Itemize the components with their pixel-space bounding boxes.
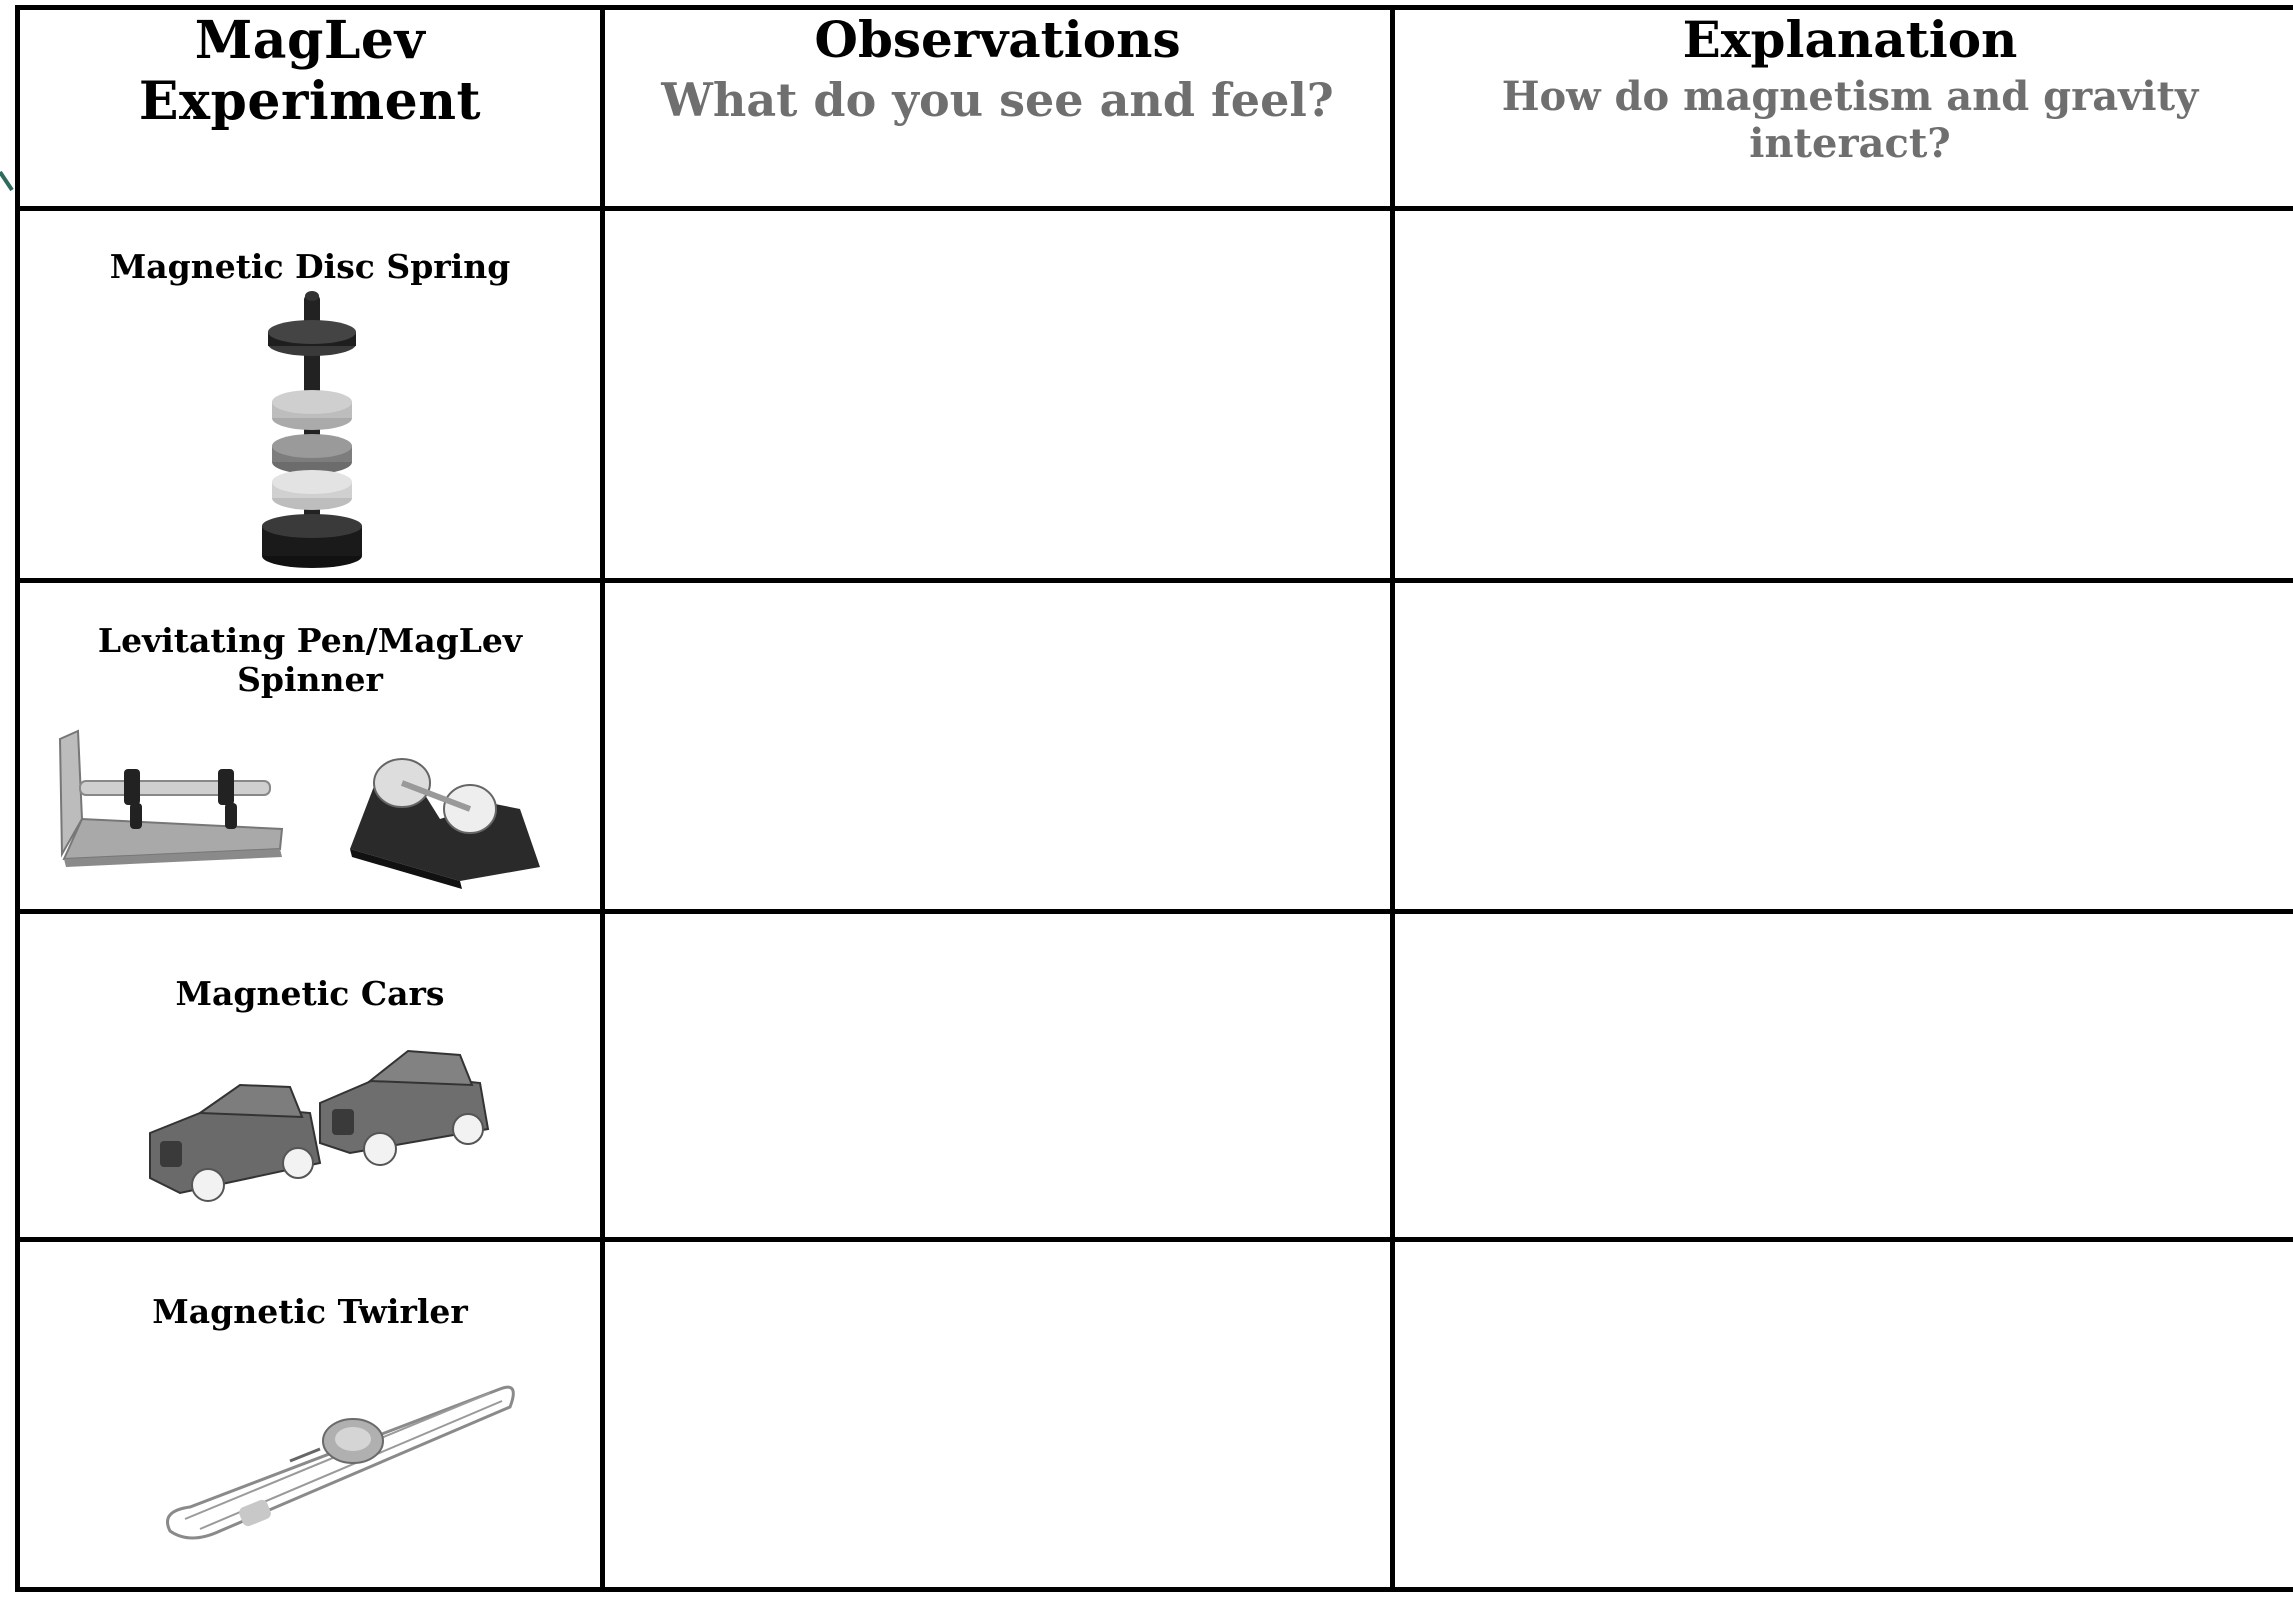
- margin-tick-mark: [0, 170, 16, 210]
- worksheet: [15, 5, 2293, 1592]
- experiment-label: Levitating Pen/MagLev Spinner: [97, 621, 523, 699]
- experiment-label: Magnetic Cars: [175, 974, 445, 1013]
- experiment-cell: [18, 1240, 603, 1590]
- experiment-cell: [18, 209, 603, 581]
- experiment-row: [18, 1240, 2293, 1590]
- experiment-label: Magnetic Twirler: [152, 1292, 468, 1331]
- experiment-row: [18, 912, 2293, 1240]
- explanation-prompt: How do magnetism and gravity interact?: [1501, 73, 2199, 167]
- experiment-header: MagLev Experiment: [138, 10, 482, 132]
- explanation-answer-cell[interactable]: [1393, 209, 2293, 581]
- observations-header: Observations: [814, 10, 1181, 69]
- observations-answer-cell[interactable]: [603, 581, 1393, 912]
- magnetic-twirler-illustration: [20, 1331, 605, 1551]
- observations-answer-cell[interactable]: [603, 209, 1393, 581]
- explanation-header-cell: [1393, 8, 2293, 209]
- experiment-header-cell: [18, 8, 603, 209]
- disc-spring-illustration: [20, 286, 605, 571]
- observations-prompt: What do you see and feel?: [661, 73, 1334, 127]
- explanation-answer-cell[interactable]: [1393, 912, 2293, 1240]
- observations-answer-cell[interactable]: [603, 1240, 1393, 1590]
- experiment-row: [18, 581, 2293, 912]
- experiment-cell: [18, 581, 603, 912]
- explanation-header: Explanation: [1682, 10, 2018, 69]
- experiment-table: [15, 5, 2293, 1592]
- levitating-pen-and-spinner-illustration: [20, 699, 605, 899]
- observations-header-cell: [603, 8, 1393, 209]
- magnetic-cars-illustration: [20, 1013, 605, 1213]
- explanation-answer-cell[interactable]: [1393, 581, 2293, 912]
- experiment-cell: [18, 912, 603, 1240]
- experiment-row: [18, 209, 2293, 581]
- experiment-label: Magnetic Disc Spring: [109, 247, 511, 286]
- observations-answer-cell[interactable]: [603, 912, 1393, 1240]
- header-row: [18, 8, 2293, 209]
- explanation-answer-cell[interactable]: [1393, 1240, 2293, 1590]
